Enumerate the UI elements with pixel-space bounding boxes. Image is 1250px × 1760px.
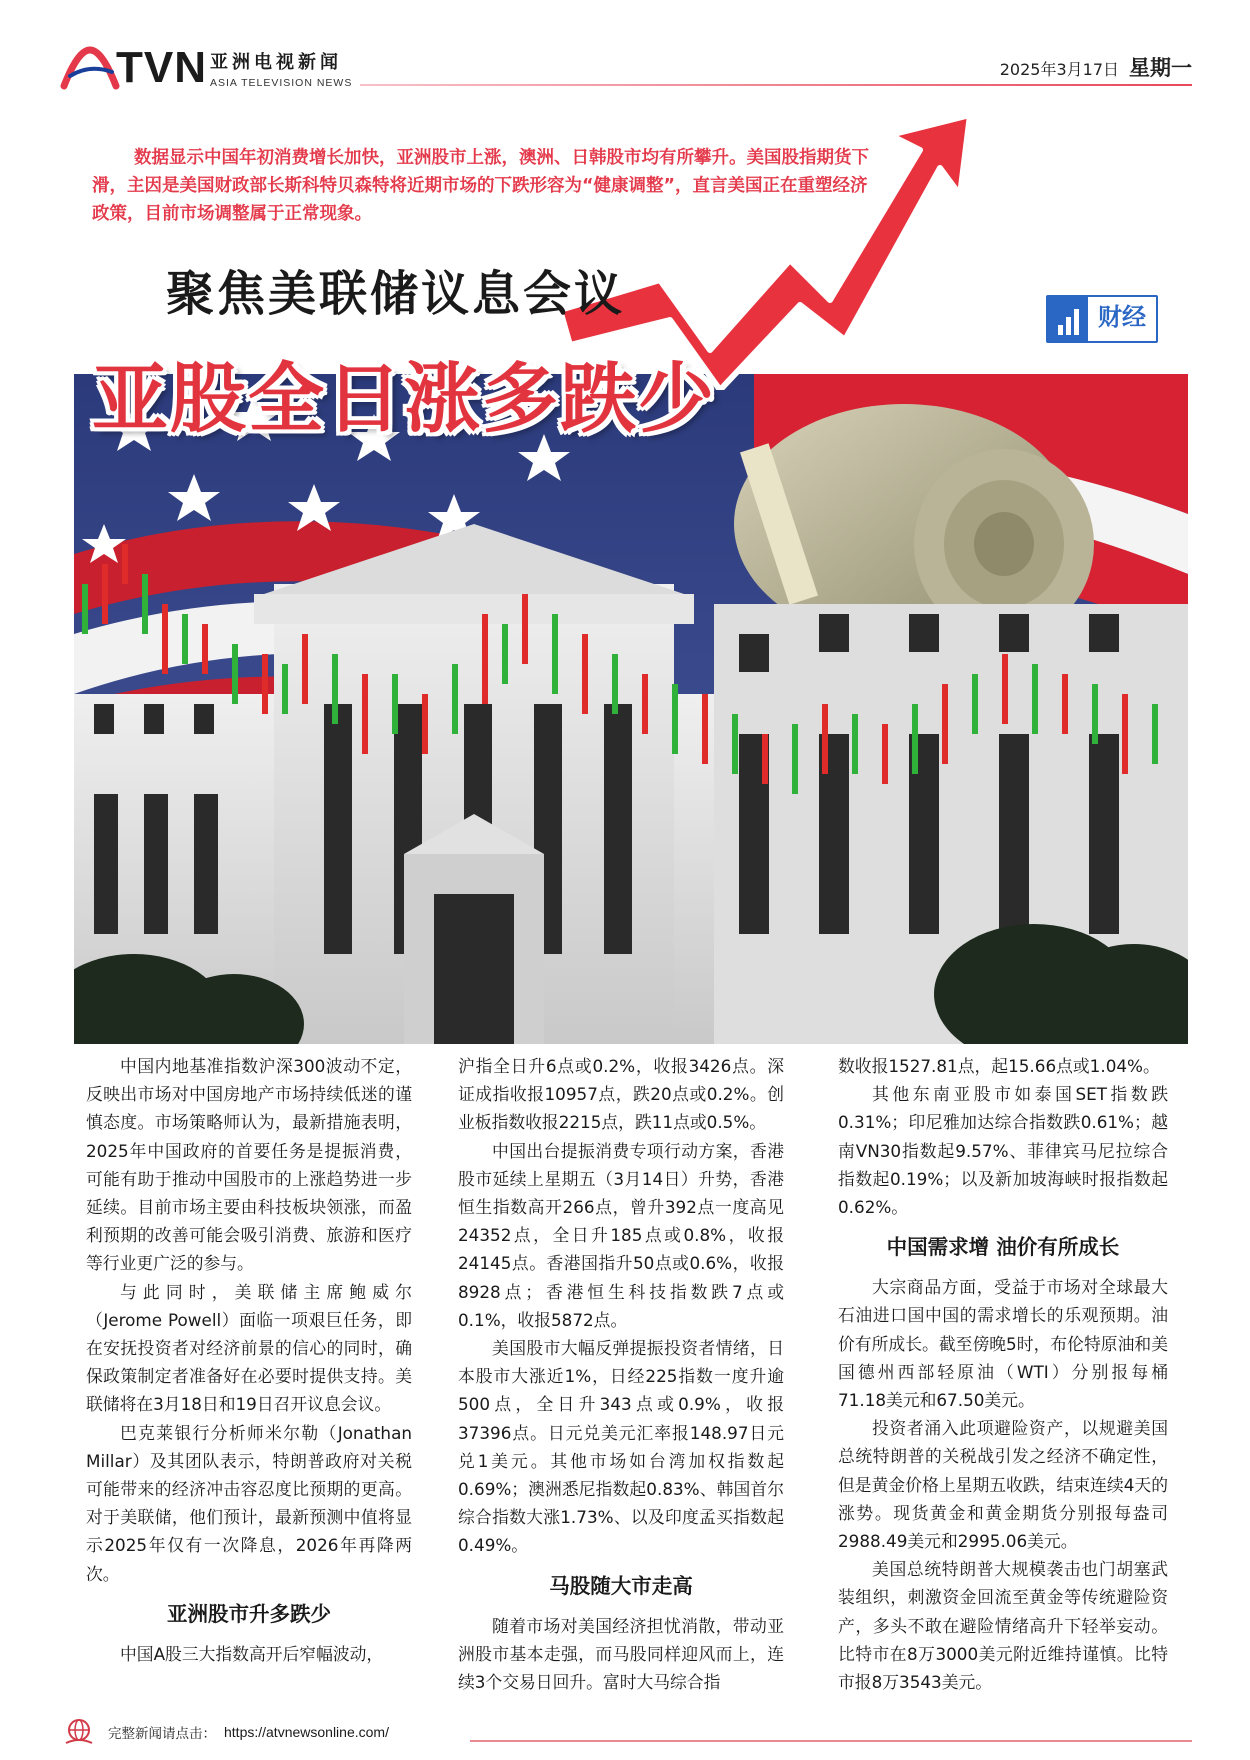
logo-a-swoosh-icon [60,46,120,90]
hero-image [74,374,1188,1044]
category-badge[interactable] [1046,295,1158,343]
footer-link[interactable]: https://atvnewsonline.com/ [224,1724,389,1740]
weekday-text: 星期一 [1129,56,1192,80]
article-column-3 [838,1052,1168,1696]
logo-english-name: ASIA TELEVISION NEWS [210,77,353,89]
article-paragraph: 美国总统特朗普大规模袭击也门胡塞武装组织，刺激资金回流至黄金等传统避险资产，多头不敢在避险情绪高升下轻举妄动。比特市在8万3000美元附近维持谨慎。比特市报8万3543美元。 [838,1559,1168,1693]
footer-divider [470,1740,1192,1742]
globe-hand-icon [62,1719,96,1745]
date-text: 2025年3月17日 [999,60,1119,79]
article-paragraph: 其他东南亚股市如泰国SET指数跌0.31%；印尼雅加达综合指数跌0.61%；越南VN30指数起9.57%、菲律宾马尼拉综合指数起0.19%；以及新加坡海峡时报指数起0.62%。 [838,1084,1168,1218]
article-paragraph: 中国出台提振消费专项行动方案，香港股市延续上星期五（3月14日）升势，香港恒生指数高开266点，曾升392点一度高见24352点，全日升185点或0.8%，收报24145点。香港国指升50点或0.6%，收报8928点；香港恒生科技指数跌7点或0.1%，收报5872点。 [458,1140,784,1330]
atvn-logo[interactable] [60,43,207,92]
footer-label: 完整新闻请点击： [108,1726,216,1742]
masthead [60,43,1192,94]
headline-primary: 聚焦美联储议息会议 [166,266,626,322]
bar-chart-icon [1048,297,1088,341]
section-heading: 中国需求增 油价有所成长 [886,1235,1120,1260]
category-label: 财经 [1098,303,1146,331]
article-column-2 [458,1052,784,1696]
article-paragraph: 与此同时，美联储主席鲍威尔（Jerome Powell）面临一项艰巨任务，即在安抚投资者对经济前景的信心的同时，确保政策制定者准备好在必要时提供支持。美联储将在3月18日和19日召开议息会议。 [86,1281,412,1415]
footer [62,1717,389,1747]
article-paragraph: 中国内地基准指数沪深300波动不定，反映出市场对中国房地产市场持续低迷的谨慎态度。市场策略师认为，最新措施表明，2025年中国政府的首要任务是提振消费，可能有助于推动中国股市的上涨趋势进一步延续。目前市场主要由科技板块领涨，而盈利预期的改善可能会吸引消费、旅游和医疗等行业更广泛的参与。 [86,1056,412,1274]
headline-secondary: 亚股全日涨多跌少 [92,354,716,443]
article-column-1 [86,1052,412,1668]
article-paragraph: 随着市场对美国经济担忧消散，带动亚洲股市基本走强，而马股同样迎风而上，连续3个交易日回升。富时大马综合指 [458,1615,784,1693]
logo-text [210,48,352,89]
section-heading: 亚洲股市升多跌少 [167,1601,331,1626]
header-divider [360,84,1192,86]
article-paragraph: 大宗商品方面，受益于市场对全球最大石油进口国中国的需求增长的乐观预期。油价有所成长。截至傍晚5时，布伦特原油和美国德州西部轻原油（WTI）分别报每桶71.18美元和67.50美元。 [838,1277,1168,1411]
issue-date [1000,52,1192,82]
article-paragraph: 数收报1527.81点，起15.66点或1.04%。 [838,1056,1160,1076]
article-paragraph: 巴克莱银行分析师米尔勒（Jonathan Millar）及其团队表示，特朗普政府对关税可能带来的经济冲击容忍度比预期的更高。对于美联储，他们预计，最新预测中值将显示2025年仅有一次降息，2026年再降两次。 [86,1422,412,1584]
lead-paragraph: 数据显示中国年初消费增长加快，亚洲股市上涨，澳洲、日韩股市均有所攀升。美国股指期货下滑，主因是美国财政部长斯科特贝森特将近期市场的下跌形容为“健康调整”，直言美国正在重塑经济政策，目前市场调整属于正常现象。 [92,148,869,224]
article-paragraph: 投资者涌入此项避险资产，以规避美国总统特朗普的关税战引发之经济不确定性，但是黄金价格上星期五收跌，结束连续4天的涨势。现货黄金和黄金期货分别报每盎司2988.49美元和2995.06美元。 [838,1418,1168,1552]
logo-wordmark: TVN [116,43,207,92]
logo-chinese-name: 亚洲电视新闻 [210,52,342,73]
section-heading: 马股随大市走高 [549,1573,693,1598]
article-paragraph: 沪指全日升6点或0.2%，收报3426点。深证成指收报10957点，跌20点或0.2%。创业板指数收报2215点，跌11点或0.5%。 [458,1056,784,1133]
article-paragraph: 美国股市大幅反弹提振投资者情绪，日本股市大涨近1%，日经225指数一度升逾500点，全日升343点或0.9%，收报37396点。日元兑美元汇率报148.97日元兑1美元。其他市场如台湾加权指数起0.69%；澳洲悉尼指数起0.83%、韩国首尔综合指数大涨1.73%、以及印度孟买指数起0.49%。 [458,1338,784,1556]
article-paragraph: 中国A股三大指数高开后窄幅波动， [120,1643,384,1664]
